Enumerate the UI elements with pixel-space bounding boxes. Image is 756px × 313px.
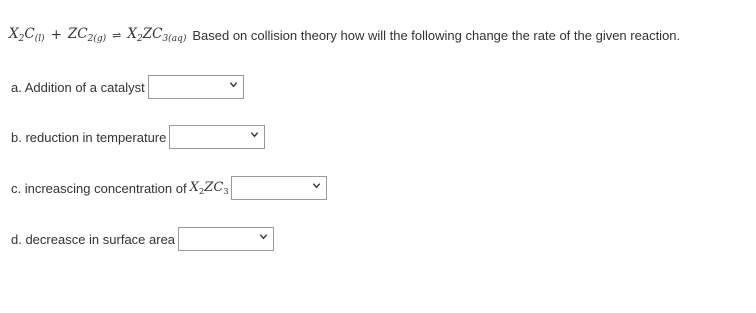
chevron-down-icon bbox=[312, 181, 321, 190]
answer-dropdown-d[interactable] bbox=[178, 227, 274, 251]
question-item-c bbox=[11, 176, 327, 200]
product-x2zc3: $X_2ZC_{3(aq)}$ bbox=[127, 26, 187, 44]
chevron-down-icon bbox=[259, 232, 268, 241]
plus-sign: + bbox=[50, 27, 62, 43]
equilibrium-arrow: ⇌ bbox=[112, 28, 122, 42]
reactant-x2c: $X_2C_{(l)}$ bbox=[9, 26, 45, 44]
reactant-zc2: $ZC_{2(g)}$ bbox=[67, 26, 107, 44]
chevron-down-icon bbox=[229, 80, 238, 89]
question-text: Based on collision theory how will the following change the rate of the given reaction. bbox=[192, 27, 681, 43]
chevron-down-icon bbox=[250, 130, 259, 139]
answer-dropdown-c[interactable] bbox=[231, 176, 327, 200]
question-item-a bbox=[11, 75, 244, 99]
question-item-d bbox=[11, 227, 274, 251]
question-item-b bbox=[11, 125, 265, 149]
item-label: a. Addition of a catalyst bbox=[11, 79, 145, 95]
answer-dropdown-b[interactable] bbox=[169, 125, 265, 149]
item-label: b. reduction in temperature bbox=[11, 129, 167, 145]
item-label: c. increascing concentration of bbox=[11, 180, 187, 196]
compound-x2zc3: $X_2ZC_3$ bbox=[189, 179, 229, 197]
answer-dropdown-a[interactable] bbox=[148, 75, 244, 99]
item-label: d. decreasce in surface area bbox=[11, 231, 176, 247]
reaction-equation bbox=[9, 24, 680, 46]
